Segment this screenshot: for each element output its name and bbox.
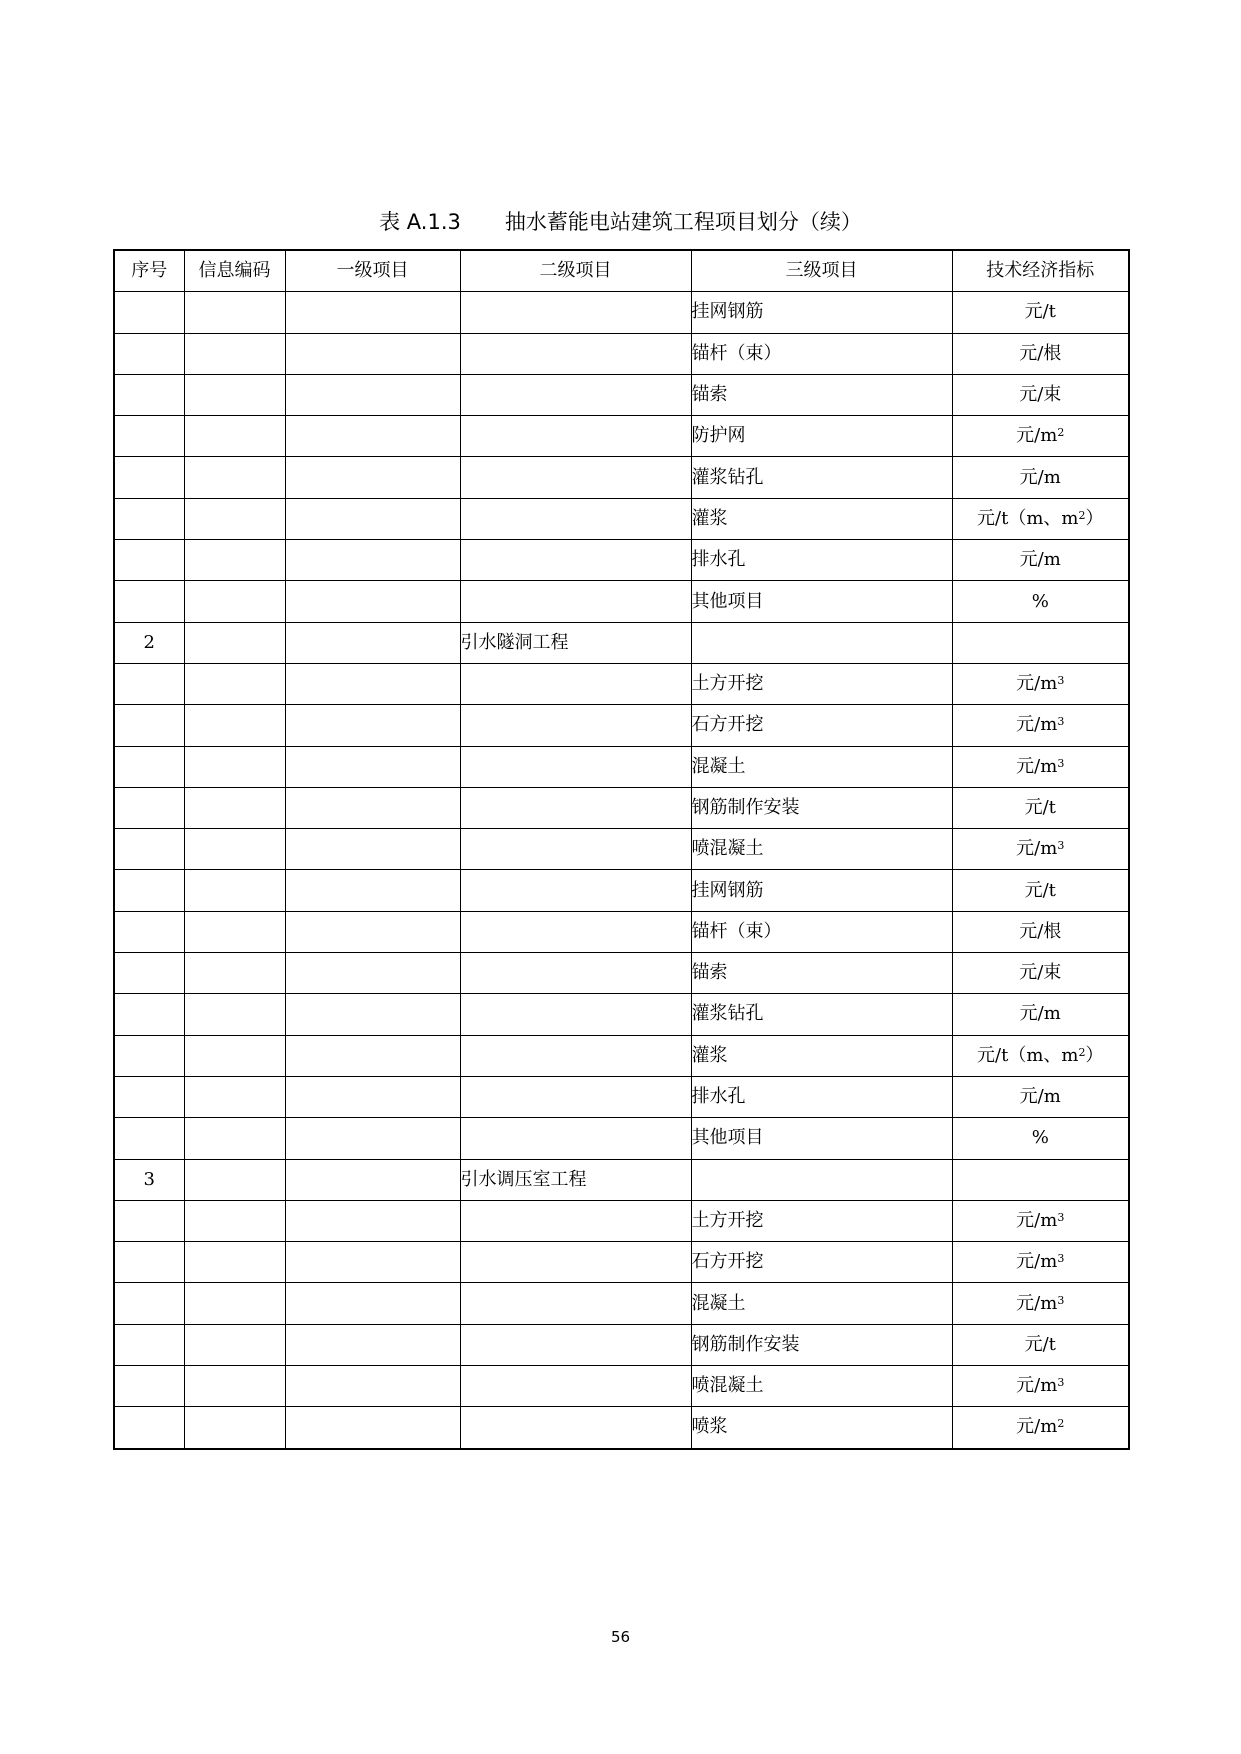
cell-level2 [460, 1283, 691, 1324]
header-level3: 三级项目 [691, 250, 952, 292]
cell-level2 [460, 663, 691, 704]
cell-level1 [285, 829, 460, 870]
cell-metric: 元$/m^3$ [952, 1283, 1129, 1324]
cell-info-code [184, 540, 285, 581]
table-row [114, 457, 1129, 498]
cell-level2 [460, 1076, 691, 1117]
cell-info-code [184, 870, 285, 911]
cell-level1 [285, 622, 460, 663]
table-header-row [114, 250, 1129, 292]
header-metric: 技术经济指标 [952, 250, 1129, 292]
cell-level1 [285, 416, 460, 457]
cell-info-code [184, 746, 285, 787]
cell-metric [952, 1159, 1129, 1200]
cell-level2 [460, 581, 691, 622]
cell-metric: 元$/m^3$ [952, 829, 1129, 870]
cell-level1 [285, 1283, 460, 1324]
cell-metric: 元/根 [952, 333, 1129, 374]
cell-level3: 喷混凝土 [691, 829, 952, 870]
cell-serial: 3 [114, 1159, 184, 1200]
cell-metric: 元$/m^3$ [952, 1366, 1129, 1407]
cell-metric: 元$/m^2$ [952, 416, 1129, 457]
cell-level3: 挂网钢筋 [691, 292, 952, 333]
cell-serial [114, 1200, 184, 1241]
cell-level3: 灌浆 [691, 1035, 952, 1076]
cell-info-code [184, 1283, 285, 1324]
cell-metric: % [952, 1118, 1129, 1159]
cell-serial [114, 953, 184, 994]
cell-level3: 排水孔 [691, 540, 952, 581]
cell-level2 [460, 953, 691, 994]
cell-serial [114, 911, 184, 952]
table-row [114, 1118, 1129, 1159]
header-level2: 二级项目 [460, 250, 691, 292]
cell-level2: 引水隧洞工程 [460, 622, 691, 663]
table-row [114, 953, 1129, 994]
cell-level3: 锚索 [691, 953, 952, 994]
cell-level3: 灌浆钻孔 [691, 457, 952, 498]
cell-metric: 元/m [952, 457, 1129, 498]
cell-level3: 钢筋制作安装 [691, 1324, 952, 1365]
table-row [114, 622, 1129, 663]
cell-level3: 其他项目 [691, 581, 952, 622]
cell-metric: 元$/m^3$ [952, 663, 1129, 704]
cell-metric: 元$/m^3$ [952, 1242, 1129, 1283]
table-row [114, 374, 1129, 415]
cell-metric: 元/m [952, 994, 1129, 1035]
table-row [114, 911, 1129, 952]
cell-level3: 其他项目 [691, 1118, 952, 1159]
cell-level2 [460, 1035, 691, 1076]
cell-serial [114, 1283, 184, 1324]
table-row [114, 1366, 1129, 1407]
cell-info-code [184, 374, 285, 415]
cell-level3: 锚索 [691, 374, 952, 415]
table-row [114, 1324, 1129, 1365]
cell-level2 [460, 829, 691, 870]
cell-level2 [460, 498, 691, 539]
page-number: 56 [610, 1628, 631, 1646]
cell-serial [114, 581, 184, 622]
cell-metric: 元$/m^3$ [952, 746, 1129, 787]
table-row [114, 1200, 1129, 1241]
cell-info-code [184, 953, 285, 994]
cell-info-code [184, 1242, 285, 1283]
cell-level1 [285, 581, 460, 622]
table-body [114, 292, 1129, 1449]
cell-level2 [460, 1366, 691, 1407]
table-caption [0, 208, 1241, 236]
table-row [114, 829, 1129, 870]
table-row [114, 1242, 1129, 1283]
cell-serial [114, 1076, 184, 1117]
cell-serial [114, 1118, 184, 1159]
cell-level3: 挂网钢筋 [691, 870, 952, 911]
cell-level2 [460, 540, 691, 581]
cell-level1 [285, 1366, 460, 1407]
cell-level3: 排水孔 [691, 1076, 952, 1117]
cell-serial [114, 1242, 184, 1283]
cell-info-code [184, 1159, 285, 1200]
cell-level2 [460, 787, 691, 828]
table-title: 抽水蓄能电站建筑工程项目划分（续） [504, 210, 862, 234]
cell-info-code [184, 1366, 285, 1407]
cell-metric: 元$/m^3$ [952, 1200, 1129, 1241]
cell-metric: 元/t [952, 787, 1129, 828]
cell-level1 [285, 663, 460, 704]
cell-level1 [285, 374, 460, 415]
table-row [114, 746, 1129, 787]
table-row [114, 870, 1129, 911]
cell-level2 [460, 994, 691, 1035]
cell-metric: 元/m [952, 1076, 1129, 1117]
cell-info-code [184, 622, 285, 663]
cell-serial [114, 705, 184, 746]
cell-info-code [184, 1324, 285, 1365]
cell-level2 [460, 333, 691, 374]
cell-metric: 元/t [952, 870, 1129, 911]
cell-info-code [184, 1200, 285, 1241]
cell-level2 [460, 1324, 691, 1365]
table-row [114, 1407, 1129, 1449]
cell-level2 [460, 911, 691, 952]
table-row [114, 663, 1129, 704]
cell-metric [952, 622, 1129, 663]
cell-metric: 元/t [952, 292, 1129, 333]
cell-level2 [460, 374, 691, 415]
cell-metric: % [952, 581, 1129, 622]
cell-level1 [285, 994, 460, 1035]
table-row [114, 1035, 1129, 1076]
project-division-table [113, 249, 1130, 1450]
table-row [114, 787, 1129, 828]
cell-level2 [460, 705, 691, 746]
cell-info-code [184, 1407, 285, 1449]
cell-info-code [184, 292, 285, 333]
cell-serial [114, 1324, 184, 1365]
cell-level3: 喷混凝土 [691, 1366, 952, 1407]
cell-level1 [285, 870, 460, 911]
cell-level1 [285, 333, 460, 374]
table-row [114, 705, 1129, 746]
cell-serial [114, 787, 184, 828]
cell-level3 [691, 1159, 952, 1200]
cell-info-code [184, 911, 285, 952]
cell-info-code [184, 581, 285, 622]
cell-level2 [460, 416, 691, 457]
table-row [114, 292, 1129, 333]
cell-info-code [184, 1035, 285, 1076]
cell-level1 [285, 911, 460, 952]
cell-level1 [285, 1159, 460, 1200]
table-row [114, 333, 1129, 374]
cell-serial [114, 870, 184, 911]
header-level1: 一级项目 [285, 250, 460, 292]
cell-serial [114, 1366, 184, 1407]
cell-serial [114, 374, 184, 415]
cell-level2 [460, 1242, 691, 1283]
table-row [114, 1283, 1129, 1324]
cell-metric: 元$/m^2$ [952, 1407, 1129, 1449]
cell-metric: 元/t [952, 1324, 1129, 1365]
cell-level2 [460, 1118, 691, 1159]
cell-level1 [285, 1324, 460, 1365]
cell-level2 [460, 292, 691, 333]
cell-level3: 钢筋制作安装 [691, 787, 952, 828]
cell-level1 [285, 457, 460, 498]
cell-metric: 元$/m^3$ [952, 705, 1129, 746]
cell-level1 [285, 1076, 460, 1117]
table-row [114, 1076, 1129, 1117]
cell-serial [114, 292, 184, 333]
cell-serial [114, 333, 184, 374]
cell-level3: 锚杆（束） [691, 911, 952, 952]
cell-serial: 2 [114, 622, 184, 663]
cell-level1 [285, 1200, 460, 1241]
cell-info-code [184, 333, 285, 374]
cell-level2 [460, 870, 691, 911]
cell-level3: 土方开挖 [691, 663, 952, 704]
table-row [114, 540, 1129, 581]
cell-info-code [184, 705, 285, 746]
cell-serial [114, 540, 184, 581]
cell-level3: 喷浆 [691, 1407, 952, 1449]
cell-level2 [460, 1200, 691, 1241]
cell-level3: 土方开挖 [691, 1200, 952, 1241]
cell-metric: 元/t（m、$m^2$） [952, 1035, 1129, 1076]
table-row [114, 498, 1129, 539]
cell-level1 [285, 953, 460, 994]
cell-metric: 元/根 [952, 911, 1129, 952]
cell-level1 [285, 787, 460, 828]
cell-info-code [184, 1076, 285, 1117]
table-row [114, 994, 1129, 1035]
cell-level3: 锚杆（束） [691, 333, 952, 374]
cell-level1 [285, 1242, 460, 1283]
cell-serial [114, 1407, 184, 1449]
cell-serial [114, 829, 184, 870]
cell-level2: 引水调压室工程 [460, 1159, 691, 1200]
cell-level1 [285, 1118, 460, 1159]
cell-info-code [184, 663, 285, 704]
cell-level2 [460, 746, 691, 787]
cell-level3: 石方开挖 [691, 1242, 952, 1283]
table-row [114, 416, 1129, 457]
cell-level1 [285, 746, 460, 787]
cell-level1 [285, 1035, 460, 1076]
table-number: 表 A.1.3 [379, 210, 461, 234]
cell-level1 [285, 1407, 460, 1449]
cell-serial [114, 663, 184, 704]
cell-info-code [184, 994, 285, 1035]
cell-serial [114, 1035, 184, 1076]
cell-level2 [460, 457, 691, 498]
cell-metric: 元/束 [952, 953, 1129, 994]
cell-level2 [460, 1407, 691, 1449]
header-info-code: 信息编码 [184, 250, 285, 292]
cell-metric: 元/t（m、$m^2$） [952, 498, 1129, 539]
cell-info-code [184, 1118, 285, 1159]
cell-serial [114, 457, 184, 498]
cell-serial [114, 416, 184, 457]
cell-level1 [285, 540, 460, 581]
cell-metric: 元/束 [952, 374, 1129, 415]
table-row [114, 1159, 1129, 1200]
table-row [114, 581, 1129, 622]
cell-level1 [285, 705, 460, 746]
cell-serial [114, 746, 184, 787]
cell-level3: 灌浆 [691, 498, 952, 539]
cell-info-code [184, 498, 285, 539]
cell-level3: 防护网 [691, 416, 952, 457]
cell-level3 [691, 622, 952, 663]
cell-serial [114, 994, 184, 1035]
cell-level1 [285, 292, 460, 333]
cell-level3: 石方开挖 [691, 705, 952, 746]
cell-level3: 灌浆钻孔 [691, 994, 952, 1035]
cell-serial [114, 498, 184, 539]
header-serial: 序号 [114, 250, 184, 292]
cell-info-code [184, 829, 285, 870]
cell-level3: 混凝土 [691, 746, 952, 787]
cell-level1 [285, 498, 460, 539]
cell-info-code [184, 787, 285, 828]
cell-info-code [184, 457, 285, 498]
cell-metric: 元/m [952, 540, 1129, 581]
cell-info-code [184, 416, 285, 457]
cell-level3: 混凝土 [691, 1283, 952, 1324]
